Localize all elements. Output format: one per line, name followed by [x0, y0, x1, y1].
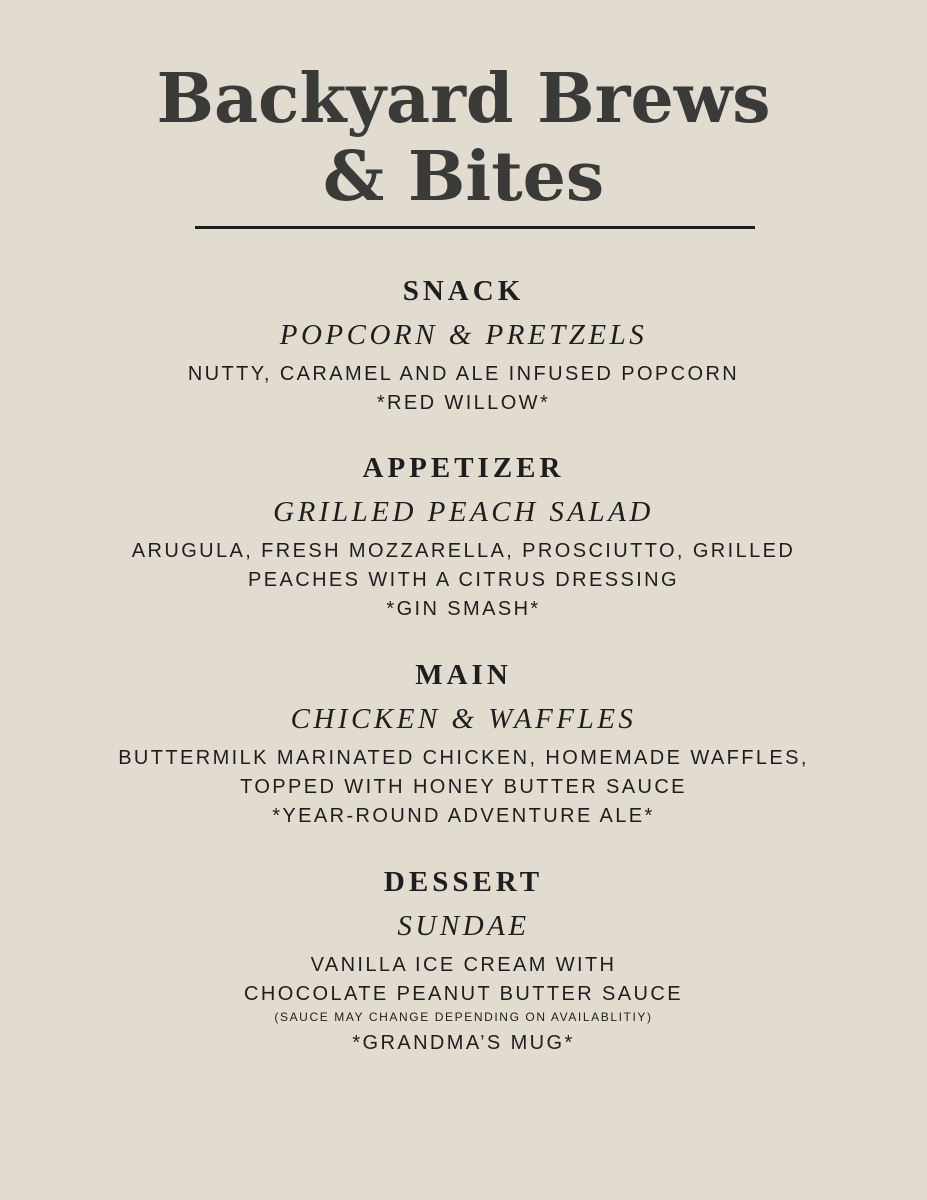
course-category: MAIN	[415, 659, 512, 691]
course-dish-name: GRILLED PEACH SALAD	[273, 496, 654, 528]
course-description-line: ARUGULA, FRESH MOZZARELLA, PROSCIUTTO, GRILLED	[131, 540, 796, 562]
menu-title	[0, 60, 927, 216]
course-snack	[0, 274, 927, 418]
course-dessert	[0, 865, 927, 1058]
course-dish-name: CHICKEN & WAFFLES	[290, 703, 637, 735]
course-main	[0, 658, 927, 831]
course-dish-name: POPCORN & PRETZELS	[279, 319, 648, 351]
course-dish-name: SUNDAE	[397, 910, 530, 942]
course-description-line: CHOCOLATE PEANUT BUTTER SAUCE	[244, 983, 683, 1005]
course-pairing: *GRANDMA’S MUG*	[352, 1032, 575, 1054]
course-description-line: TOPPED WITH HONEY BUTTER SAUCE	[240, 776, 687, 798]
course-appetizer	[0, 451, 927, 624]
course-category: DESSERT	[383, 866, 544, 898]
course-category: APPETIZER	[362, 452, 565, 484]
course-description-line: VANILLA ICE CREAM WITH	[310, 954, 617, 976]
course-pairing: *GIN SMASH*	[386, 598, 541, 620]
course-description-line: PEACHES WITH A CITRUS DRESSING	[248, 569, 679, 591]
course-pairing: *RED WILLOW*	[376, 392, 551, 414]
title-divider	[195, 226, 755, 229]
course-description-line: BUTTERMILK MARINATED CHICKEN, HOMEMADE WAFFLES,	[118, 747, 809, 769]
course-category: SNACK	[402, 275, 525, 307]
menu-title-line-2: & Bites	[322, 137, 605, 217]
menu-title-line-1: Backyard Brews	[156, 59, 771, 139]
course-pairing: *YEAR-ROUND ADVENTURE ALE*	[272, 805, 655, 827]
course-description-line: NUTTY, CARAMEL AND ALE INFUSED POPCORN	[187, 363, 740, 385]
course-availability-note: (SAUCE MAY CHANGE DEPENDING ON AVAILABLITIY)	[274, 1010, 653, 1024]
